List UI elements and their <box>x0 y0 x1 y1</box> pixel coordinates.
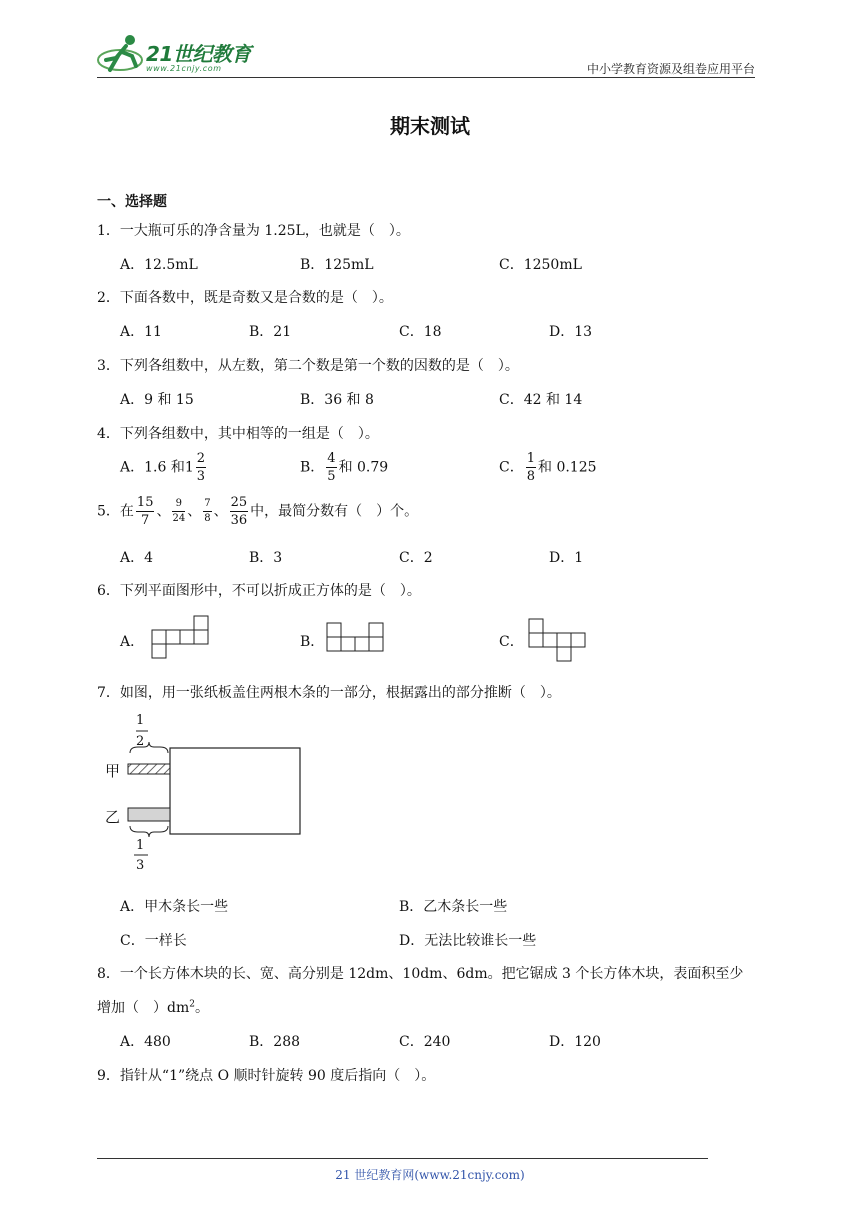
q8-superscript: 2 <box>189 999 195 1010</box>
q5-fraction-1 <box>136 496 155 527</box>
q4-b-prefix: B． <box>300 459 325 476</box>
platform-name: 中小学教育资源及组卷应用平台 <box>586 62 755 76</box>
q4-c-post: 和 0.125 <box>538 459 597 476</box>
q7-bot-den: 3 <box>136 858 145 873</box>
q2-option-c: C．18 <box>399 324 442 340</box>
q4-a-den: 3 <box>196 469 206 484</box>
q2-option-a: A．11 <box>120 324 162 340</box>
question-8-line-1: 8．一个长方体木块的长、宽、高分别是 12dm、10dm、6dm。把它锯成 3 个长方体木块，表面积至少 <box>97 966 744 982</box>
q4-a-num: 2 <box>196 451 206 466</box>
footer-link[interactable]: 21 世纪教育网(www.21cnjy.com) <box>335 1168 525 1182</box>
q5-sep-2: 、 <box>187 503 202 520</box>
q3-option-a: A．9 和 15 <box>120 392 194 408</box>
q1-option-a: A．12.5mL <box>120 257 198 273</box>
q4-option-b <box>300 452 388 483</box>
q5-f2-num: 9 <box>172 499 185 512</box>
q5-f4-num: 25 <box>230 495 248 510</box>
question-3: 3．下列各组数中，从左数，第二个数是第一个数的因数的是（ ）。 <box>97 358 519 374</box>
q5-prefix: 5．在 <box>97 503 134 520</box>
q5-fraction-4 <box>230 496 249 527</box>
q4-b-fraction <box>326 452 336 483</box>
q4-c-prefix: C． <box>499 459 524 476</box>
q4-a-whole: 1 <box>184 459 194 476</box>
header-divider <box>97 77 755 78</box>
question-9: 9．指针从“1”绕点 O 顺时针旋转 90 度后指向（ ）。 <box>97 1068 436 1084</box>
q5-sep-3: 、 <box>213 503 228 520</box>
question-5 <box>97 496 418 527</box>
q6-option-c: C． <box>499 634 524 650</box>
q5-option-c: C．2 <box>399 550 433 566</box>
q7-option-a: A．甲木条长一些 <box>120 899 229 915</box>
q1-option-b: B．125mL <box>300 257 374 273</box>
q7-bar-yi <box>128 808 170 821</box>
q4-b-num: 4 <box>327 451 336 466</box>
q5-suffix: 中，最简分数有（ ）个。 <box>250 503 419 520</box>
q5-option-a: A．4 <box>120 550 154 566</box>
q8-option-b: B．288 <box>249 1034 301 1050</box>
question-8-line-2 <box>97 997 209 1017</box>
q7-cover-board <box>170 748 300 834</box>
question-6: 6．下列平面图形中，不可以折成正方体的是（ ）。 <box>97 583 421 599</box>
q8-option-a: A．480 <box>120 1034 171 1050</box>
q7-top-den: 2 <box>136 734 145 749</box>
q7-option-c: C．一样长 <box>120 933 187 949</box>
q7-brace-bottom <box>130 826 168 837</box>
q4-option-a <box>120 452 208 483</box>
logo-text: 21世纪教育 <box>146 42 251 66</box>
question-1: 1．一大瓶可乐的净含量为 1.25L，也就是（ ）。 <box>97 223 410 239</box>
q5-sep-1: 、 <box>156 503 171 520</box>
q4-b-den: 5 <box>327 469 336 484</box>
q5-option-d: D．1 <box>549 550 584 566</box>
section-heading: 一、选择题 <box>97 194 167 210</box>
q4-b-post: 和 0.79 <box>338 459 389 476</box>
q5-fraction-2 <box>172 499 185 524</box>
footer-divider <box>97 1158 708 1159</box>
q6-net-b <box>325 621 387 655</box>
q1-option-c: C．1250mL <box>499 257 582 273</box>
q4-option-c <box>499 452 597 483</box>
question-4: 4．下列各组数中，其中相等的一组是（ ）。 <box>97 426 379 442</box>
q5-f1-num: 15 <box>136 495 154 510</box>
q4-a-prefix: A．1.6 和 <box>120 459 185 476</box>
q6-option-b: B． <box>300 634 325 650</box>
q7-option-d: D．无法比较谁长一些 <box>399 933 537 949</box>
q5-option-b: B．3 <box>249 550 283 566</box>
q6-net-c <box>527 617 589 663</box>
q8-line2-end: 。 <box>194 1000 209 1016</box>
q6-net-a <box>150 615 212 661</box>
q4-c-num: 1 <box>526 451 535 466</box>
q5-fraction-3 <box>203 499 211 524</box>
q7-label-yi: 乙 <box>105 808 121 826</box>
q4-a-fraction <box>196 452 206 483</box>
q2-option-b: B．21 <box>249 324 292 340</box>
q8-line2-text: 增加（ ）dm <box>97 1000 190 1016</box>
question-2: 2．下面各数中，既是奇数又是合数的是（ ）。 <box>97 290 393 306</box>
q8-option-c: C．240 <box>399 1034 451 1050</box>
q5-f2-den: 24 <box>172 513 186 524</box>
question-7: 7．如图，用一张纸板盖住两根木条的一部分，根据露出的部分推断（ ）。 <box>97 685 561 701</box>
q7-bot-num: 1 <box>136 838 145 853</box>
q7-label-jia: 甲 <box>105 762 121 780</box>
q5-f3-den: 8 <box>204 513 211 524</box>
logo-url: www.21cnjy.com <box>146 64 222 73</box>
q3-option-b: B．36 和 8 <box>300 392 374 408</box>
q7-bar-jia <box>128 764 170 774</box>
q7-top-num: 1 <box>136 713 145 728</box>
q4-c-fraction <box>526 452 536 483</box>
q5-f4-den: 36 <box>230 513 248 528</box>
q7-option-b: B．乙木条长一些 <box>399 899 508 915</box>
q4-c-den: 8 <box>526 469 535 484</box>
q5-f3-num: 7 <box>203 499 211 512</box>
q3-option-c: C．42 和 14 <box>499 392 583 408</box>
q8-option-d: D．120 <box>549 1034 601 1050</box>
page-title: 期末测试 <box>390 114 470 138</box>
q6-option-a: A． <box>120 634 145 650</box>
q2-option-d: D．13 <box>549 324 593 340</box>
q5-f1-den: 7 <box>141 513 150 528</box>
q7-figure <box>100 710 310 880</box>
